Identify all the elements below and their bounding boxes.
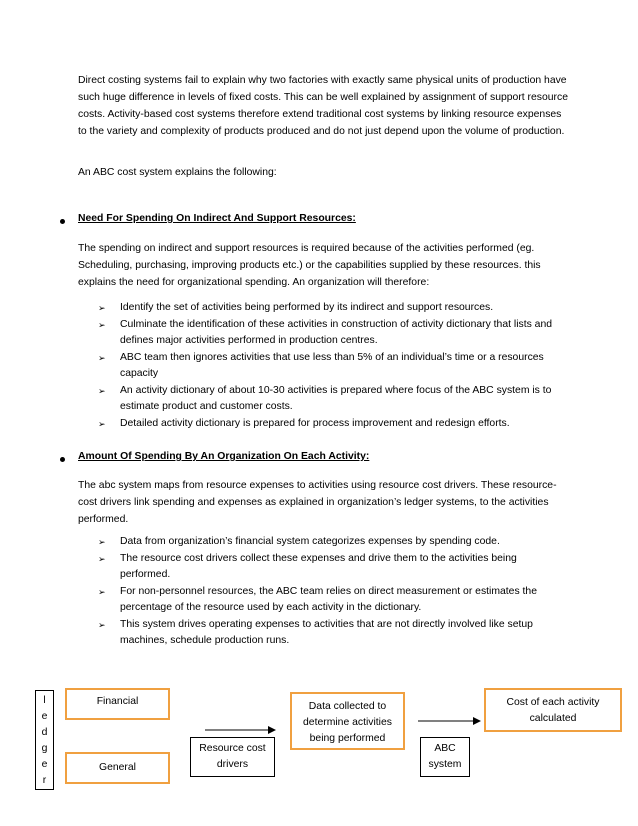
intro-lead: An ABC cost system explains the following: (78, 167, 277, 178)
list-item: ➢ Culminate the identification of these activities in construction of activity dictionary that lists and defines major activities performed in production centres. (98, 319, 553, 346)
list-item: ➢ This system drives operating expenses to activities that are not directly involved like setup machines, schedule production runs. (98, 619, 533, 646)
arrowhead-bullet-icon: ➢ (98, 537, 106, 547)
arrowhead-bullet-icon: ➢ (98, 620, 106, 630)
section2-paragraph: The abc system maps from resource expenses to activities using resource cost drivers. These resource-cost drivers link spending and expenses as explained in organization’s ledger systems, to the activities performed. (78, 480, 557, 525)
arrowhead-bullet-icon: ➢ (98, 587, 106, 597)
cost-each-activity-box: Cost of each activity calculated (484, 688, 622, 732)
section2-heading: Amount Of Spending By An Organization On Each Activity: (78, 451, 370, 462)
arrowhead-bullet-icon: ➢ (98, 320, 106, 330)
arrowhead-bullet-icon: ➢ (98, 386, 106, 396)
list-item: ➢ Detailed activity dictionary is prepared for process improvement and redesign efforts. (98, 416, 568, 432)
arrowhead-bullet-icon: ➢ (98, 303, 106, 313)
list-item: ➢ For non-personnel resources, the ABC team relies on direct measurement or estimates the percentage of the resource used by each activity in the dictionary. (98, 586, 537, 613)
list-item: ➢ Data from organization’s financial system categorizes expenses by spending code. (98, 534, 568, 550)
arrowhead-bullet-icon: ➢ (98, 554, 106, 564)
data-collected-box: Data collected to determine activities being performed (290, 692, 405, 750)
resource-cost-drivers-box: Resource cost drivers (190, 737, 275, 777)
list-item: ➢ Identify the set of activities being performed by its indirect and support resources. (98, 300, 568, 316)
section1-paragraph: The spending on indirect and support resources is required because of the activities performed (eg. Scheduling, purchasing, improving products etc.) or the capabilities supplied by these resources. this explains the need for organizational spending. An organization will therefore: (78, 243, 541, 288)
section1-heading: Need For Spending On Indirect And Support Resources: (78, 213, 356, 224)
list-item: ➢ An activity dictionary of about 10-30 activities is prepared where focus of the ABC system is to estimate product and customer costs. (98, 385, 552, 412)
ledger-box: l e d g e r (35, 690, 54, 790)
list-item: ➢ ABC team then ignores activities that use less than 5% of an individual’s time or a resources capacity (98, 352, 544, 379)
arrowhead-bullet-icon: ➢ (98, 419, 106, 429)
general-box: General (65, 752, 170, 784)
abc-system-box: ABC system (420, 737, 470, 777)
list-item: ➢ The resource cost drivers collect these expenses and drive them to the activities being performed. (98, 553, 517, 580)
arrowhead-bullet-icon: ➢ (98, 353, 106, 363)
financial-box: Financial (65, 688, 170, 720)
intro-paragraph: Direct costing systems fail to explain why two factories with exactly same physical units of production have such huge difference in levels of fixed costs. This can be well explained by assignment of support resource costs. Activity-based cost systems therefore extend traditional cost systems by linking resource expenses to the variety and complexity of products produced and do not just depend upon the volume of production. (78, 75, 568, 137)
